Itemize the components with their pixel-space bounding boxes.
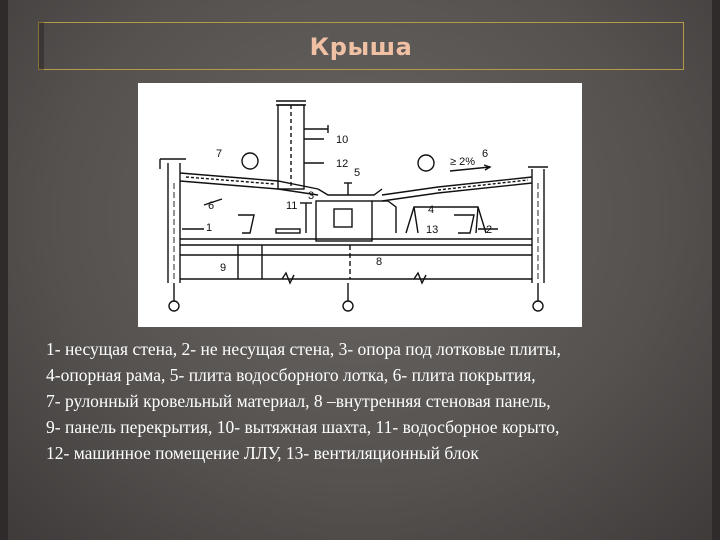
- roof-section-diagram: [138, 83, 582, 327]
- caption-line: 4-опорная рама, 5- плита водосборного лотка, 6- плита покрытия,: [46, 365, 536, 385]
- left-edge-shadow: [0, 0, 8, 540]
- label-1: 1: [206, 222, 213, 234]
- label-3: 3: [308, 190, 315, 202]
- label-11: 11: [286, 200, 298, 212]
- caption-line: 12- машинное помещение ЛЛУ, 13- вентиляционный блок: [46, 443, 479, 463]
- caption-line: 9- панель перекрытия, 10- вытяжная шахта, 11- водосборное корыто,: [46, 417, 560, 437]
- title-accent-bar: [38, 22, 44, 70]
- title-frame: [38, 22, 684, 70]
- label-6-right: 6: [482, 148, 489, 160]
- label-9: 9: [220, 262, 227, 274]
- label-7: 7: [216, 148, 223, 160]
- caption-line: 7- рулонный кровельный материал, 8 –внутренняя стеновая панель,: [46, 391, 551, 411]
- label-6-left: 6: [208, 200, 215, 212]
- slope-label: ≥ 2%: [450, 156, 475, 168]
- roof-section-svg: [138, 83, 582, 327]
- label-10: 10: [336, 134, 349, 146]
- label-5: 5: [354, 167, 361, 179]
- legend-caption: [46, 336, 706, 466]
- right-edge-shadow: [712, 0, 720, 540]
- caption-line: 1- несущая стена, 2- не несущая стена, 3- опора под лотковые плиты,: [46, 339, 561, 359]
- label-4: 4: [428, 204, 435, 216]
- slide-title: Крыша: [309, 33, 413, 61]
- label-13: 13: [426, 224, 439, 236]
- label-2: 2: [486, 224, 493, 236]
- label-12: 12: [336, 158, 349, 170]
- label-8: 8: [376, 256, 383, 268]
